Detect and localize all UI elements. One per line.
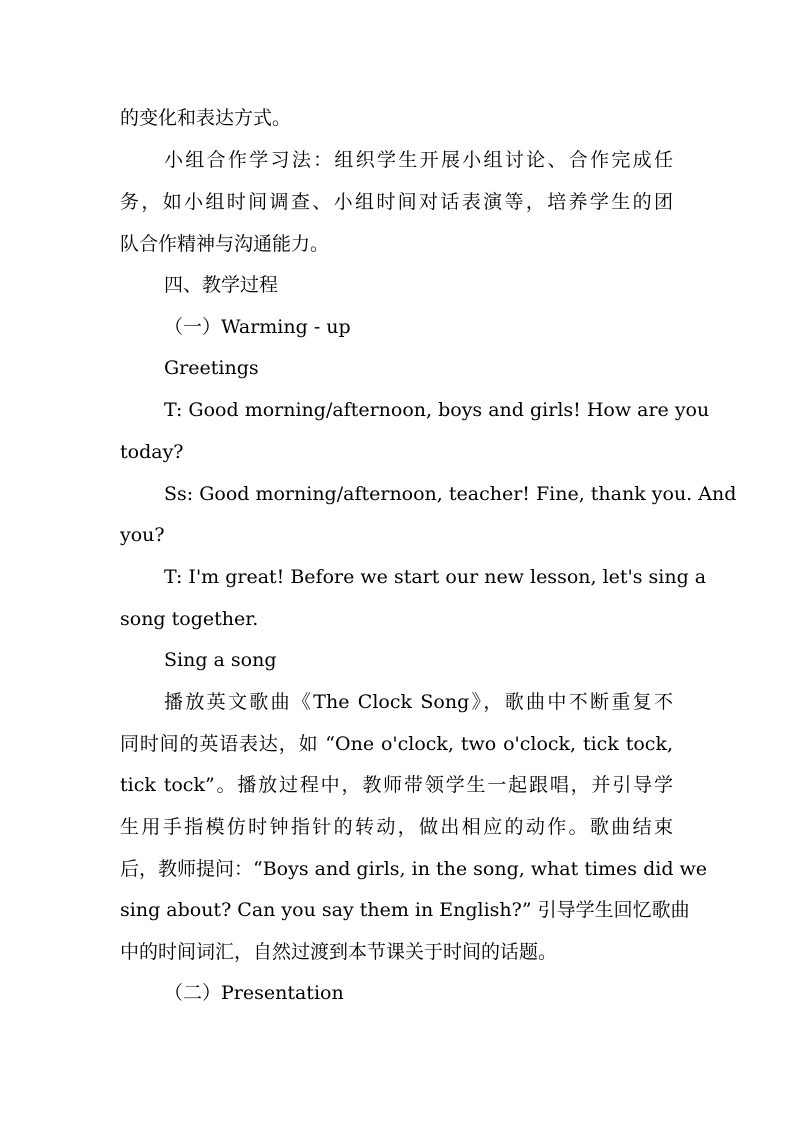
- text-line: song together.: [120, 608, 259, 630]
- text-line: 同时间的英语表达，如 “One o'clock, two o'clock, tick tock,: [120, 733, 673, 755]
- text-line: Ss: Good morning/afternoon, teacher! Fine, thank you. And: [164, 483, 737, 505]
- activity-title: Sing a song: [164, 649, 277, 671]
- text-line: sing about? Can you say them in English?” 引导学生回忆歌曲: [120, 899, 690, 921]
- text-line: T: I'm great! Before we start our new lesson, let's sing a: [164, 566, 707, 588]
- text-line: 的变化和表达方式。: [120, 107, 292, 129]
- text-line: you?: [120, 524, 165, 546]
- subsection-heading: （一）Warming - up: [164, 316, 351, 338]
- text-line: 小组合作学习法：组织学生开展小组讨论、合作完成任: [164, 149, 673, 171]
- text-line: 生用手指模仿时钟指针的转动，做出相应的动作。歌曲结束: [120, 816, 673, 838]
- text-line: 后，教师提问：“Boys and girls, in the song, what times did we: [120, 858, 708, 880]
- text-line: 中的时间词汇，自然过渡到本节课关于时间的话题。: [120, 941, 558, 963]
- text-line: T: Good morning/afternoon, boys and girls! How are you: [164, 399, 710, 421]
- text-line: tick tock”。播放过程中，教师带领学生一起跟唱，并引导学: [120, 774, 673, 796]
- text-line: 播放英文歌曲《The Clock Song》，歌曲中不断重复不: [164, 691, 673, 713]
- text-line: 务，如小组时间调查、小组时间对话表演等，培养学生的团: [120, 191, 673, 213]
- activity-title: Greetings: [164, 357, 259, 379]
- text-line: 队合作精神与沟通能力。: [120, 233, 330, 255]
- section-heading: 四、教学过程: [164, 274, 279, 296]
- subsection-heading: （二）Presentation: [164, 982, 344, 1004]
- text-line: today?: [120, 441, 184, 463]
